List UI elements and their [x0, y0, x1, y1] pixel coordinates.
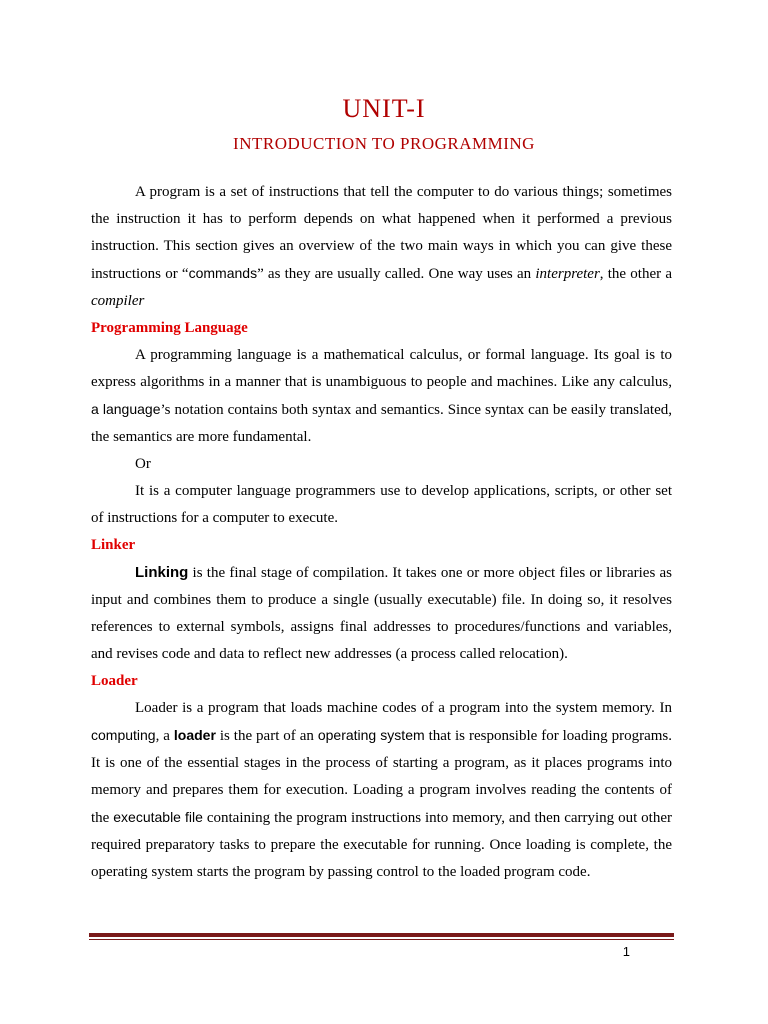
or-separator: Or [135, 456, 151, 472]
compiler-term: compiler [91, 293, 145, 309]
page-number: 1 [622, 944, 630, 959]
linker-heading: Linker [91, 537, 136, 553]
page-subtitle: INTRODUCTION TO PROGRAMMING [233, 134, 535, 153]
document-body [91, 179, 672, 886]
linking-term: Linking [135, 564, 189, 581]
a-language-link[interactable]: a language [91, 401, 161, 417]
programming-language-paragraph: A programming language is a mathematical calculus, or formal language. Its goal is to express algorithms in a manner that is unambiguous to people and machines. Like any calculus, a language’s notation contains both syntax and semantics. Since syntax can be easily translated, the semantics are more fundamental. [91, 347, 672, 445]
page-title: UNIT-I [342, 94, 426, 123]
loader-heading: Loader [91, 673, 138, 689]
programming-language-heading: Programming Language [91, 320, 248, 336]
programming-language-alt-paragraph: It is a computer language programmers use to develop applications, scripts, or other set of instructions for a computer to execute. [91, 483, 672, 526]
operating-system-link[interactable]: operating system [317, 727, 425, 743]
footer-rule [89, 933, 674, 940]
footer-rule-thin [89, 939, 674, 940]
commands-term: commands [188, 265, 258, 281]
footer-rule-thick [89, 933, 674, 937]
loader-paragraph: Loader is a program that loads machine codes of a program into the system memory. In computing, a loader is the part of an operating system that is responsible for loading programs. It is one of the essential stages in the process of starting a program, as it places programs into memory and prepares them for execution. Loading a program involves reading the contents of the executable file containing the program instructions into memory, and then carrying out other required preparatory tasks to prepare the executable for running. Once loading is complete, the operating system starts the program by passing control to the loaded program code. [91, 700, 672, 880]
interpreter-term: interpreter [535, 266, 600, 282]
computing-link[interactable]: computing [91, 727, 156, 743]
intro-paragraph: A program is a set of instructions that tell the computer to do various things; sometimes the instruction it has to perform depends on what happened when it performed a previous instruction. This section gives an overview of the two main ways in which you can give these instructions or “commands” as they are usually called. One way uses an interpreter, the other a compiler [91, 184, 672, 309]
executable-file-link[interactable]: executable file [113, 809, 203, 825]
linker-paragraph: Linking is the final stage of compilation. It takes one or more object files or libraries as input and combines them to produce a single (usually executable) file. In doing so, it resolves references to external symbols, assigns final addresses to procedures/functions and variables, and revises code and data to reflect new addresses (a process called relocation). [91, 564, 672, 662]
loader-term: loader [173, 727, 216, 743]
